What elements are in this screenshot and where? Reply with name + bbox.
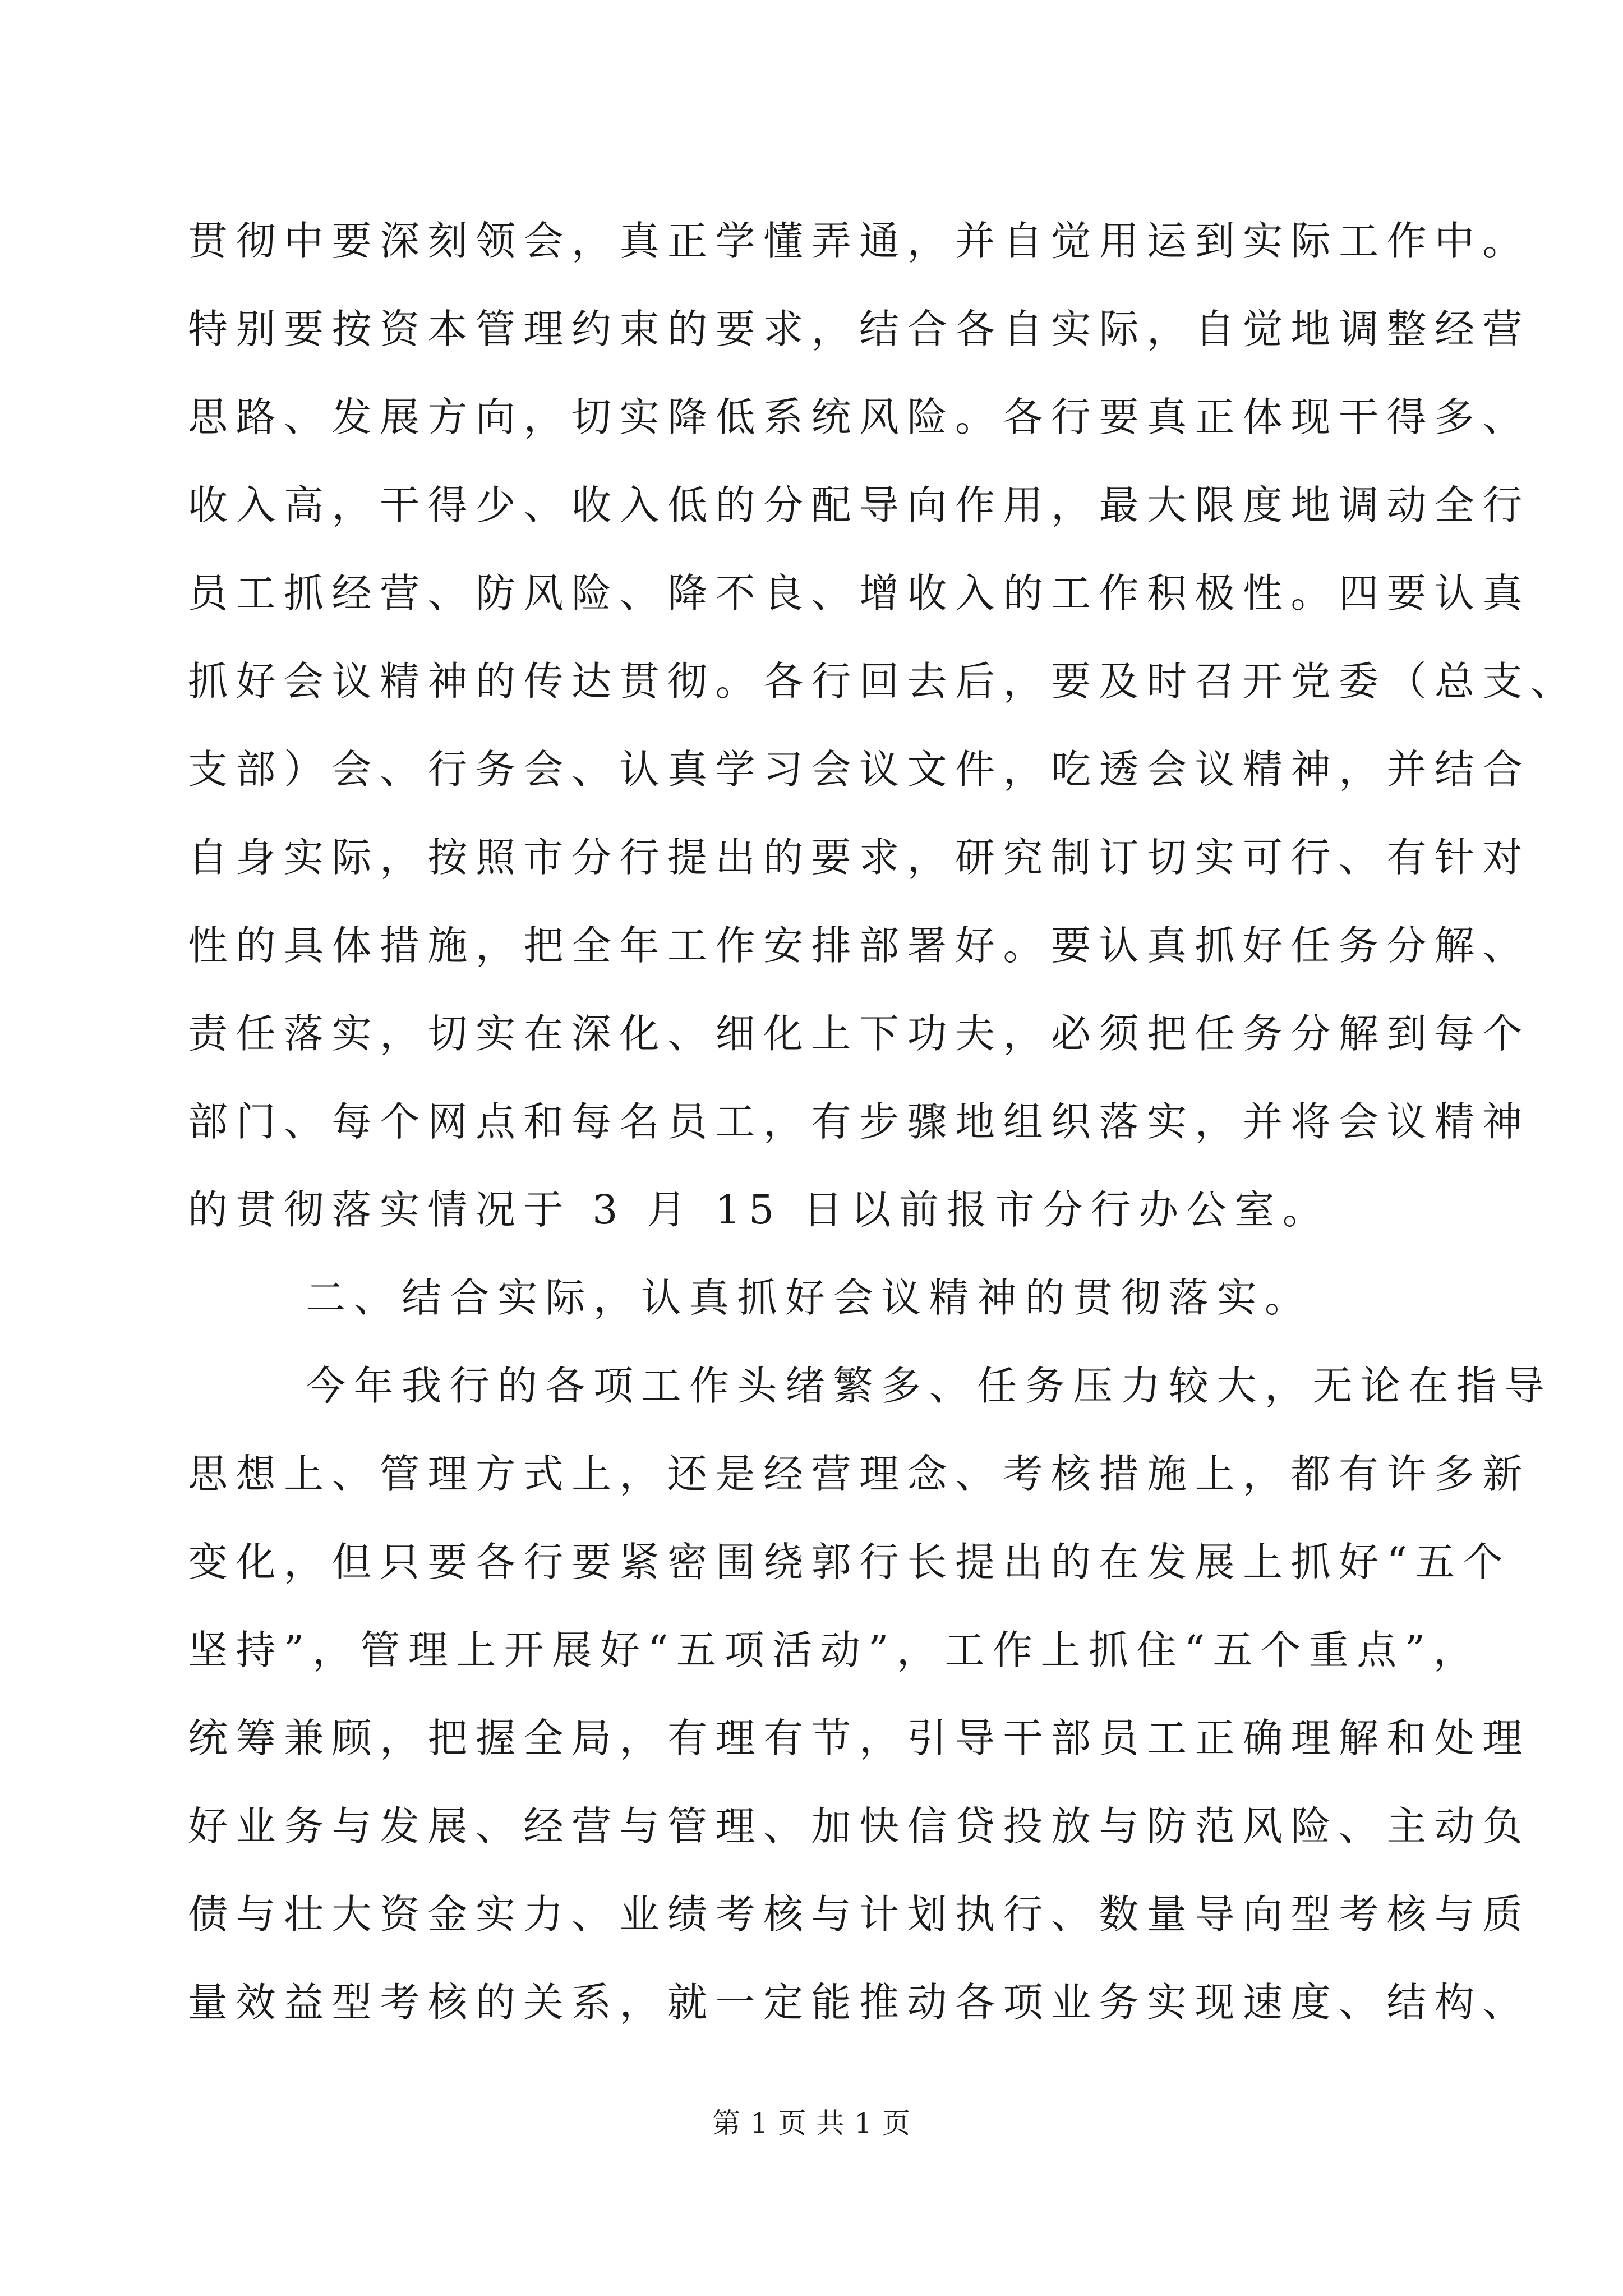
text-line: 量效益型考核的关系，就一定能推动各项业务实现速度、结构、 (188, 1979, 1531, 2026)
page-footer: 第 1 页 共 1 页 (712, 2107, 911, 2139)
text-line: 的贯彻落实情况于 3 月 15 日以前报市分行办公室。 (188, 1186, 1331, 1233)
text-line: 今年我行的各项工作头绪繁多、任务压力较大，无论在指导 (306, 1363, 1553, 1409)
text-line: 自身实际，按照市分行提出的要求，研究制订切实可行、有针对 (188, 834, 1531, 881)
text-line: 好业务与发展、经营与管理、加快信贷投放与防范风险、主动负 (188, 1803, 1531, 1849)
text-line: 支部）会、行务会、认真学习会议文件，吃透会议精神，并结合 (188, 746, 1531, 793)
text-line: 抓好会议精神的传达贯彻。各行回去后，要及时召开党委（总支、 (188, 658, 1579, 705)
text-line: 员工抓经营、防风险、降不良、增收入的工作积极性。四要认真 (188, 570, 1531, 616)
text-line: 债与壮大资金实力、业绩考核与计划执行、数量导向型考核与质 (188, 1891, 1531, 1938)
text-line: 坚持”，管理上开展好“五项活动”，工作上抓住“五个重点”， (188, 1627, 1481, 1673)
text-line: 特别要按资本管理约束的要求，结合各自实际，自觉地调整经营 (188, 306, 1531, 352)
text-line: 思路、发展方向，切实降低系统风险。各行要真正体现干得多、 (188, 394, 1531, 440)
text-line: 部门、每个网点和每名员工，有步骤地组织落实，并将会议精神 (188, 1098, 1531, 1145)
text-line: 收入高，干得少、收入低的分配导向作用，最大限度地调动全行 (188, 482, 1531, 528)
text-line: 性的具体措施，把全年工作安排部署好。要认真抓好任务分解、 (188, 922, 1531, 969)
text-line: 责任落实，切实在深化、细化上下功夫，必须把任务分解到每个 (188, 1010, 1531, 1057)
text-line: 思想上、管理方式上，还是经营理念、考核措施上，都有许多新 (188, 1451, 1531, 1497)
text-line: 变化，但只要各行要紧密围绕郭行长提出的在发展上抓好“五个 (188, 1539, 1511, 1585)
text-line: 二、结合实际，认真抓好会议精神的贯彻落实。 (306, 1274, 1313, 1321)
text-line: 统筹兼顾，把握全局，有理有节，引导干部员工正确理解和处理 (188, 1715, 1531, 1761)
text-line: 贯彻中要深刻领会，真正学懂弄通，并自觉用运到实际工作中。 (188, 218, 1531, 264)
